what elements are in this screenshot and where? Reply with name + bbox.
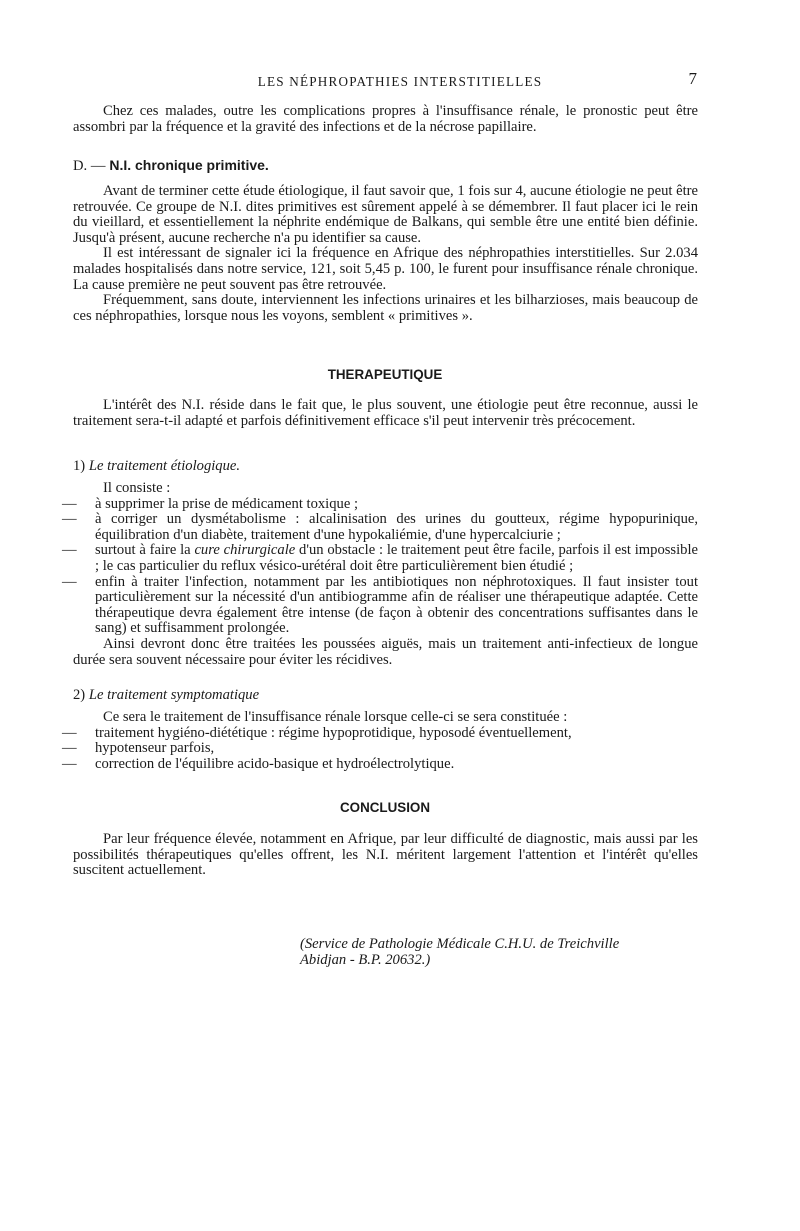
list-item: — enfin à traiter l'infection, notamment par les antibiotiques non néphrotoxiques. Il faut insister tout particulièrement sur la nécessité d'un antibiogramme afin de réaliser une thérapeutique adaptée. Cette thérapeutique devra également être intense (de façon à obtenir des concentrations suffisantes dans le sang) et suffisamment prolongée. (62, 573, 698, 637)
dash-bullet: — (62, 495, 77, 512)
section-d-body (73, 184, 698, 324)
list-item: — hypotenseur parfois, (62, 740, 215, 757)
dash-bullet: — (62, 542, 77, 559)
symptomatic-treatment-list (62, 724, 698, 773)
list-item: — correction de l'équilibre acido-basique et hydroélectrolytique. (62, 755, 455, 772)
therapeutique-intro: L'intérêt des N.I. réside dans le fait que, le plus souvent, une étiologie peut être reconnue, aussi le traitement sera-t-il adapté et parfois définitivement efficace s'il peut intervenir très précocement. (73, 397, 698, 429)
affiliation (300, 936, 720, 968)
subsection-1-number: 1) (73, 458, 86, 474)
section-d-lead: D. — (73, 158, 106, 174)
section-d-title: N.I. chronique primitive. (109, 157, 269, 173)
subsection-2-heading (73, 688, 698, 704)
dash-bullet: — (62, 755, 77, 772)
subsection-1-title: Le traitement étiologique. (88, 458, 241, 474)
dash-bullet: — (62, 740, 77, 757)
intro-paragraph: Chez ces malades, outre les complications propres à l'insuffisance rénale, le pronostic peut être assombri par la fréquence et la gravité des infections et de la nécrose papillaire. (73, 103, 698, 135)
list-item: — surtout à faire la cure chirurgicale d'un obstacle : le traitement peut être facile, parfois il est impossible ; le cas particulier du reflux vésico-urétéral doit être particulièrement bien étudié ; (62, 542, 698, 574)
subsection-2-number: 2) (73, 687, 86, 703)
affiliation-line-2: Abidjan - B.P. 20632.) (300, 952, 431, 968)
list-item: — à corriger un dysmétabolisme : alcalinisation des urines du goutteux, régime hypopurinique, équilibration d'un diabète, traitement d'une hypokaliémie, d'une hypercalciurie ; (62, 511, 698, 543)
therapeutique-heading: THERAPEUTIQUE (327, 367, 443, 382)
subsection-1-closing: Ainsi devront donc être traitées les poussées aiguës, mais un traitement anti-infectieux de longue durée sera souvent nécessaire pour éviter les récidives. (73, 635, 698, 668)
conclusion-text: Par leur fréquence élevée, notamment en Afrique, par leur difficulté de diagnostic, mais aussi par les possibilités thérapeutiques qu'elles offrent, les N.I. méritent largement l'attention et l'intérêt qu'elles suscitent actuellement. (73, 831, 698, 879)
subsection-1 (73, 459, 698, 475)
subsection-1-heading (73, 459, 698, 475)
running-head (0, 69, 800, 91)
dash-bullet: — (62, 573, 77, 590)
conclusion-block (73, 832, 698, 879)
intro-paragraph-block (73, 104, 698, 135)
conclusion-heading: CONCLUSION (339, 800, 430, 815)
etiologic-treatment-list (62, 495, 698, 637)
subsection-2-title: Le traitement symptomatique (88, 687, 260, 703)
italic-term: cure chirurgicale (194, 542, 296, 559)
section-d-paragraph: Il est intéressant de signaler ici la fréquence en Afrique des néphropathies interstitielles. Sur 2.034 malades hospitalisés dans notre service, 121, soit 5,45 p. 100, le furent pour insuffisance rénale chronique. La cause première ne peut souvent pas être retrouvée. (73, 245, 698, 293)
section-d-paragraph: Avant de terminer cette étude étiologique, il faut savoir que, 1 fois sur 4, aucune étiologie ne peut être retrouvée. Ce groupe de N.I. dites primitives est sûrement appelé à se démembrer. Il faut placer ici le rein du vieillard, et essentiellement la néphrite endémique de Balkans, qui semble être une entité bien définie. Jusqu'à présent, aucune recherche n'a pu identifier sa cause. (73, 183, 698, 246)
list-item: — traitement hygiéno-diététique : régime hypoprotidique, hyposodé éventuellement, (62, 724, 572, 741)
subsection-2-lead: Ce sera le traitement de l'insuffisance rénale lorsque celle-ci se sera constituée : (103, 709, 568, 725)
section-d-heading (73, 158, 698, 175)
section-d-paragraph: Fréquemment, sans doute, interviennent les infections urinaires et les bilharzioses, mais beaucoup de ces néphropathies, lorsque nous les voyons, semblent « primitives ». (73, 292, 698, 324)
subsection-1-lead: Il consiste : (103, 480, 171, 496)
therapeutique-intro-block (73, 398, 698, 429)
running-head-title: LES NÉPHROPATHIES INTERSTITIELLES (257, 74, 543, 89)
page-number: 7 (688, 69, 697, 88)
dash-bullet: — (62, 724, 77, 741)
subsection-2-body (62, 709, 698, 772)
dash-bullet: — (62, 511, 77, 528)
subsection-2 (73, 688, 698, 704)
subsection-1-body (62, 480, 698, 668)
affiliation-line-1: (Service de Pathologie Médicale C.H.U. de Treichville (300, 936, 620, 952)
list-item: — à supprimer la prise de médicament toxique ; (62, 495, 359, 512)
